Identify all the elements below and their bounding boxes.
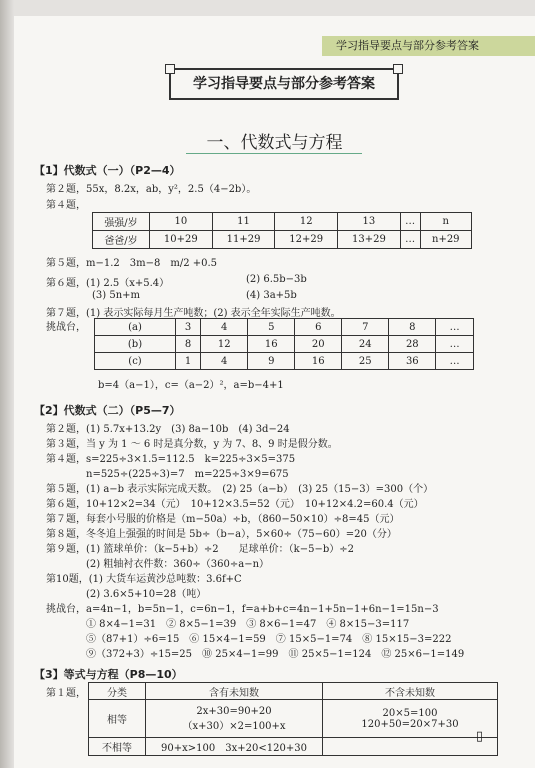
s2-line: 挑战台，a=4n−1，b=5n−1，c=6n−1，f=a+b+c=4n−1+5n−1+6n−1=15n−3	[46, 604, 439, 615]
table-cell: 12	[201, 336, 248, 353]
table-cell: …	[436, 336, 474, 353]
table-cell: n	[420, 213, 471, 231]
table-cell: 相等	[89, 700, 146, 738]
s2-line: 第10题，(1) 大货车运黄沙总吨数：3.6f+C	[46, 574, 242, 585]
chapter-heading: 一、代数式与方程	[206, 133, 343, 153]
cell-line: 120+50=20×7+30	[361, 718, 459, 730]
table-cell: 9	[248, 353, 295, 370]
table-header: 含有未知数	[146, 683, 323, 700]
s1-q7: 第７题，(1) 表示实际每月生产吨数；(2) 表示全年实际生产吨数。	[46, 308, 341, 319]
table-cell	[323, 700, 498, 738]
table-cell: 13	[338, 213, 401, 231]
section-heading-3: 【3】等式与方程（P8—10）	[34, 668, 183, 681]
table-header: 分类	[89, 683, 146, 700]
s2-line: n=525÷(225÷3)=7 m=225÷3×9=675	[46, 469, 289, 480]
cell-line: （x+30）×2=100+x	[182, 720, 286, 732]
s1-q2: 第２题，55x，8.2x，ab，y²，2.5（4−2b）。	[46, 184, 257, 195]
s1-q6c: (3) 5n+m	[92, 290, 141, 301]
table-cell: 不相等	[89, 738, 146, 756]
s2-line: 第２题，(1) 5.7x+13.2y (3) 8a−10b (4) 3d−24	[46, 424, 290, 435]
s2-line: 第５题，(1) a−b 表示实际完成天数。 (2) 25（a−b） (3) 25（15−3）=300（个）	[46, 484, 434, 495]
s2-line: 第６题，10+12×2=34（元） 10+12×3.5=52（元） 10+12×4.2=60.4（元）	[46, 499, 424, 510]
table-cell: 24	[342, 336, 389, 353]
equation-table	[88, 682, 498, 756]
s2-line: (2) 3.6×5+10=28（吨）	[46, 589, 207, 600]
challenge-table	[94, 318, 474, 370]
table-cell: 1	[176, 353, 201, 370]
s2-line: ⑨（372+3）÷15=25 ⑩ 25×4−1=99 ⑪ 25×5−1=124 ⑫ 25×6−1=149	[46, 649, 465, 660]
s2-line: (2) 粗轴衬衣件数：360÷（360÷a−n）	[46, 559, 270, 570]
table-cell: 36	[389, 353, 436, 370]
table-cell: 16	[248, 336, 295, 353]
section-heading-2: 【2】代数式（二）（P5—7）	[34, 404, 181, 417]
table-cell: 25	[342, 353, 389, 370]
cell-line: 20×5=100	[382, 707, 438, 719]
s1-q6a: 第６题，(1) 2.5（x+5.4）	[46, 278, 170, 289]
s1-q4-label: 第４题，	[46, 200, 86, 211]
s2-line: 第７题，每套小号服的价格是（m−50a）÷b，（860−50×10）÷8=45（元）	[46, 514, 400, 525]
table-cell: …	[400, 231, 420, 249]
table-cell: 6	[295, 319, 342, 336]
page-title: 学习指导要点与部分参考答案	[169, 68, 399, 100]
table-cell: n+29	[420, 231, 471, 249]
table-cell: …	[400, 213, 420, 231]
s1-q6d: (4) 3a+5b	[246, 290, 297, 301]
s2-line: 第４题，s=225÷3×1.5=112.5 k=225÷3×5=375	[46, 454, 296, 465]
age-table	[92, 212, 472, 249]
chapter-underline	[186, 153, 362, 154]
table-cell: 5	[248, 319, 295, 336]
s1-q5: 第５题，m−1.2 3m−8 m/2 +0.5	[46, 258, 218, 269]
s1-formula: b=4（a−1），c=（a−2）²，a=b−4+1	[98, 380, 284, 391]
table-cell: 90+x>100 3x+20<120+30	[146, 738, 323, 756]
table-cell: 12	[275, 213, 338, 231]
table-cell: 28	[389, 336, 436, 353]
table-cell: 3	[176, 319, 201, 336]
table-header: 不含未知数	[323, 683, 498, 700]
table-cell: 4	[201, 319, 248, 336]
page-fold-shadow	[0, 0, 14, 768]
table-cell: 10	[150, 213, 213, 231]
table-cell: 7	[342, 319, 389, 336]
document-page	[14, 16, 535, 768]
s2-line: 第９题，(1) 篮球单价：（k−5+b）÷2 足球单价：（k−5−b）÷2	[46, 544, 354, 555]
table-cell	[323, 738, 498, 756]
s2-line: 第８题，冬冬追上强强的时间是 5b÷（b−a），5×60÷（75−60）=20（分）	[46, 529, 397, 540]
table-cell: (b)	[95, 336, 176, 353]
table-cell: (a)	[95, 319, 176, 336]
table-cell	[146, 700, 323, 738]
table-cell: 8	[389, 319, 436, 336]
table-cell: 20	[295, 336, 342, 353]
table-cell: (c)	[95, 353, 176, 370]
table-cell: …	[436, 319, 474, 336]
s2-line: 第３题，当 y 为 1 ～ 6 时是真分数，y 为 7、8、9 时是假分数。	[46, 439, 338, 450]
table-cell: 4	[201, 353, 248, 370]
table-cell: 爸爸/岁	[93, 231, 150, 249]
table-cell: 12+29	[275, 231, 338, 249]
s2-line: ① 8×4−1=31 ② 8×5−1=39 ③ 8×6−1=47 ④ 8×15−3=117	[46, 619, 410, 630]
table-cell: 8	[176, 336, 201, 353]
s3-q1-label: 第１题，	[46, 688, 86, 699]
s1-q6b: (2) 6.5b−3b	[246, 274, 307, 285]
table-cell: 11+29	[212, 231, 275, 249]
page-number: ▯	[475, 729, 483, 744]
table-cell: 11	[212, 213, 275, 231]
table-cell: …	[436, 353, 474, 370]
table-cell: 10+29	[150, 231, 213, 249]
table-cell: 16	[295, 353, 342, 370]
table-cell: 强强/岁	[93, 213, 150, 231]
table-cell: 13+29	[338, 231, 401, 249]
header-banner: 学习指导要点与部分参考答案	[322, 36, 535, 56]
s2-line: ⑤（87+1）÷6=15 ⑥ 15×4−1=59 ⑦ 15×5−1=74 ⑧ 15×15−3=222	[46, 634, 452, 645]
s1-challenge-label: 挑战台，	[46, 322, 86, 333]
section-heading-1: 【1】代数式（一）（P2—4）	[34, 164, 181, 177]
cell-line: 2x+30=90+20	[196, 705, 272, 717]
